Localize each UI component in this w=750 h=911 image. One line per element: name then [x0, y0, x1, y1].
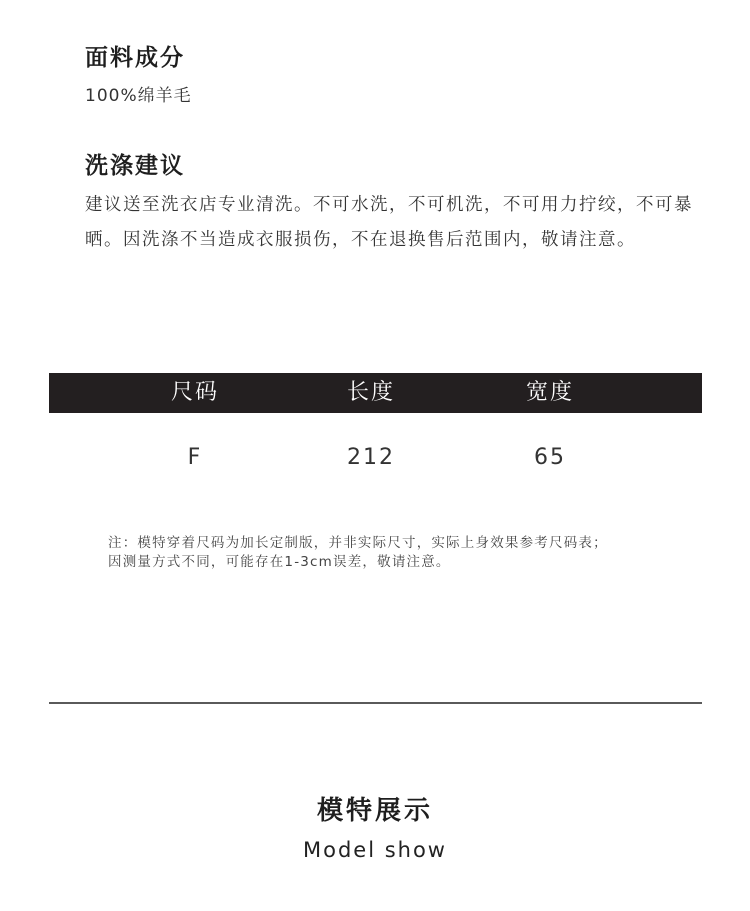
header-length: 长度 [346, 380, 395, 405]
header-width: 宽度 [525, 380, 574, 405]
wash-heading: 洗涤建议 [85, 153, 185, 179]
section-divider [49, 702, 702, 704]
wash-instructions: 建议送至洗衣店专业清洗。不可水洗，不可机洗，不可用力拧绞，不可暴晒。因洗涤不当造成衣服损伤，不在退换售后范围内，敬请注意。 [85, 195, 693, 250]
size-note [108, 534, 668, 572]
size-note-line-2: 因测量方式不同，可能存在1-3cm误差，敬请注意。 [108, 554, 451, 570]
cell-size: F [187, 445, 203, 470]
table-row [49, 413, 702, 503]
size-table [49, 373, 702, 503]
model-show-title: 模特展示 [316, 796, 433, 826]
header-size: 尺码 [170, 380, 219, 405]
cell-width: 65 [534, 445, 566, 470]
fabric-value: 100%绵羊毛 [85, 86, 192, 106]
fabric-heading: 面料成分 [85, 45, 185, 71]
cell-length: 212 [347, 445, 395, 470]
model-show-subtitle: Model show [302, 838, 447, 862]
size-table-header [49, 373, 702, 413]
size-note-line-1: 注：模特穿着尺码为加长定制版，并非实际尺寸，实际上身效果参考尺码表； [108, 535, 608, 551]
